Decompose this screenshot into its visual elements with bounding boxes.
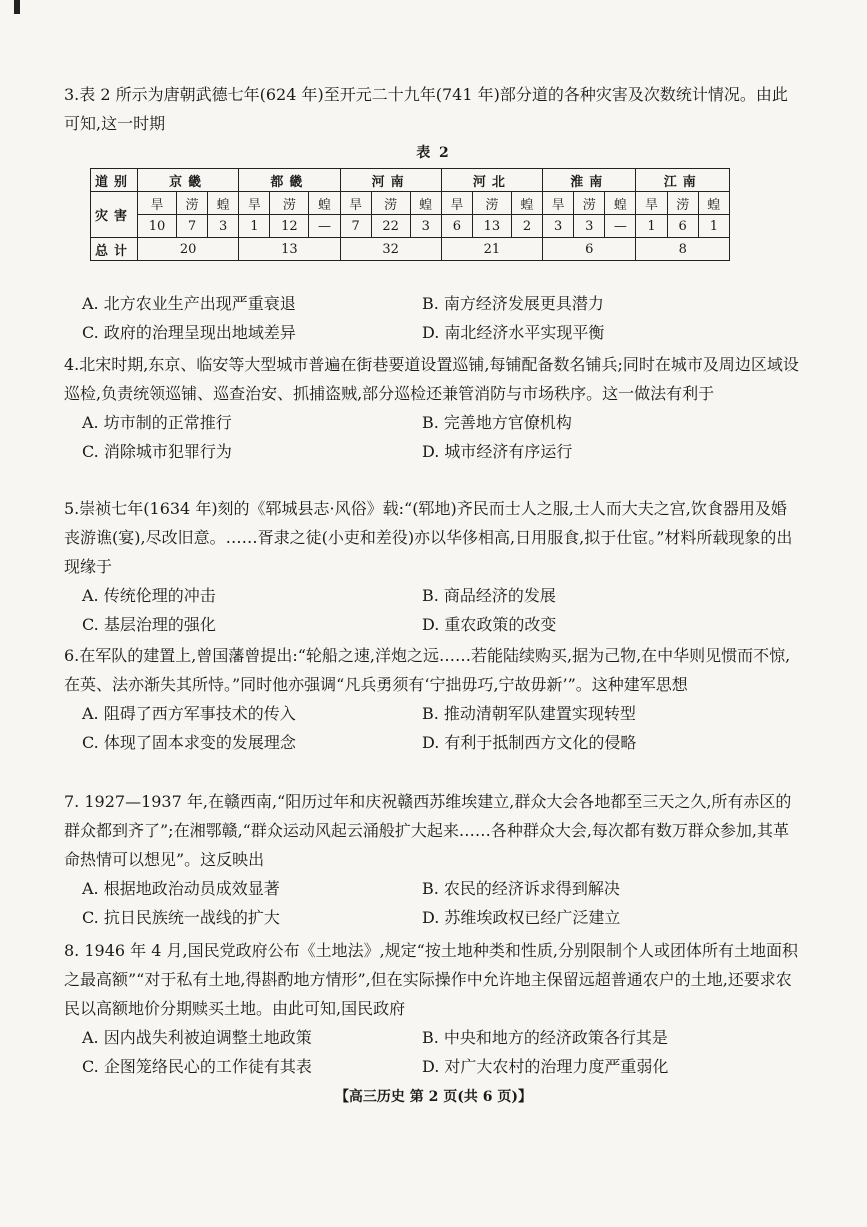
option-c[interactable]: C. 企图笼络民心的工作徒有其表	[82, 1057, 312, 1076]
question-4	[64, 350, 799, 466]
count-cell: 3	[410, 215, 441, 238]
row-label-disaster: 灾害	[91, 192, 138, 238]
count-cell: 7	[176, 215, 207, 238]
count-cell: 1	[239, 215, 270, 238]
table-caption: 表 2	[416, 145, 451, 161]
count-cell: 1	[698, 215, 729, 238]
disaster-type: 蝗	[698, 192, 729, 215]
region-header: 江南	[636, 169, 730, 192]
disaster-type: 蝗	[410, 192, 441, 215]
option-d[interactable]: D. 城市经济有序运行	[422, 442, 573, 461]
option-b[interactable]: B. 南方经济发展更具潜力	[422, 294, 604, 313]
disaster-type: 旱	[239, 192, 270, 215]
disaster-type: 蝗	[511, 192, 542, 215]
total-cell: 32	[340, 238, 441, 261]
region-header: 京畿	[138, 169, 239, 192]
question-5	[64, 494, 799, 639]
count-cell: 3	[543, 215, 574, 238]
total-cell: 20	[138, 238, 239, 261]
count-cell: 2	[511, 215, 542, 238]
disaster-type: 旱	[636, 192, 667, 215]
question-3-stem: 3.表 2 所示为唐朝武德七年(624 年)至开元二十九年(741 年)部分道的各种灾害及次数统计情况。由此可知,这一时期	[64, 85, 788, 133]
option-b[interactable]: B. 商品经济的发展	[422, 586, 556, 605]
table-row-disaster-types	[91, 192, 730, 215]
option-d[interactable]: D. 对广大农村的治理力度严重弱化	[422, 1057, 669, 1076]
option-d[interactable]: D. 苏维埃政权已经广泛建立	[422, 908, 621, 927]
total-cell: 8	[636, 238, 730, 261]
count-cell: 7	[340, 215, 371, 238]
question-6	[64, 641, 799, 757]
region-header: 河北	[441, 169, 542, 192]
row-label-total: 总计	[91, 238, 138, 261]
disaster-type: 旱	[441, 192, 472, 215]
count-cell: 1	[636, 215, 667, 238]
disaster-type: 涝	[667, 192, 698, 215]
region-header: 都畿	[239, 169, 340, 192]
disaster-type: 旱	[138, 192, 177, 215]
disaster-type: 蝗	[605, 192, 636, 215]
question-7	[64, 787, 799, 932]
table-row-totals	[91, 238, 730, 261]
disaster-type: 涝	[472, 192, 511, 215]
count-cell: —	[605, 215, 636, 238]
question-4-stem: 4.北宋时期,东京、临安等大型城市普遍在街巷要道设置巡铺,每铺配备数名铺兵;同时在城市及周边区域设巡检,负责统领巡铺、巡查治安、抓捕盗贼,部分巡检还兼管消防与市场秩序。这一做法有利于	[64, 355, 799, 403]
total-cell: 21	[441, 238, 542, 261]
option-b[interactable]: B. 完善地方官僚机构	[422, 413, 572, 432]
question-3	[64, 80, 799, 138]
count-cell: 6	[441, 215, 472, 238]
option-a[interactable]: A. 坊市制的正常推行	[82, 413, 232, 432]
option-d[interactable]: D. 重农政策的改变	[422, 615, 557, 634]
scan-corner-mark	[14, 0, 20, 14]
option-d[interactable]: D. 南北经济水平实现平衡	[422, 323, 605, 342]
option-a[interactable]: A. 根据地政治动员成效显著	[82, 879, 280, 898]
table-row-counts	[91, 215, 730, 238]
option-a[interactable]: A. 北方农业生产出现严重衰退	[82, 294, 296, 313]
option-d[interactable]: D. 有利于抵制西方文化的侵略	[422, 733, 637, 752]
disaster-type: 蝗	[309, 192, 340, 215]
disaster-type: 蝗	[208, 192, 239, 215]
disaster-type: 旱	[543, 192, 574, 215]
disaster-table	[90, 168, 730, 261]
disaster-type: 涝	[270, 192, 309, 215]
option-c[interactable]: C. 抗日民族统一战线的扩大	[82, 908, 280, 927]
disaster-type: 旱	[340, 192, 371, 215]
question-6-stem: 6.在军队的建置上,曾国藩曾提出:“轮船之速,洋炮之远……若能陆续购买,据为己物,在中华则见惯而不惊,在英、法亦渐失其所恃。”同时他亦强调“凡兵勇须有‘宁拙毋巧,宁故毋新’”。这种建军思想	[64, 646, 791, 694]
question-5-stem: 5.崇祯七年(1634 年)刻的《郓城县志·风俗》载:“(郓地)齐民而士人之服,士人而大夫之宫,饮食器用及婚丧游谯(宴),尽改旧意。……胥隶之徒(小吏和差役)亦以华侈相高,日用服食,拟于仕宦。”材料所载现象的出现缘于	[64, 499, 793, 576]
question-8	[64, 936, 799, 1081]
page-footer: 【高三历史 第 2 页(共 6 页)】	[334, 1089, 533, 1105]
option-c[interactable]: C. 体现了固本求变的发展理念	[82, 733, 296, 752]
count-cell: 3	[574, 215, 605, 238]
question-8-stem: 8. 1946 年 4 月,国民党政府公布《土地法》,规定“按土地种类和性质,分别限制个人或团体所有土地面积之最高额”“对于私有土地,得斟酌地方情形”,但在实际操作中允许地主保留远超普通农户的土地,还要求农民以高额地价分期赎买土地。由此可知,国民政府	[64, 941, 798, 1018]
table-row-regions	[91, 169, 730, 192]
option-a[interactable]: A. 传统伦理的冲击	[82, 586, 216, 605]
count-cell: 6	[667, 215, 698, 238]
question-3-options	[64, 289, 799, 347]
region-header: 河南	[340, 169, 441, 192]
row-label-region: 道别	[91, 169, 138, 192]
count-cell: 13	[472, 215, 511, 238]
option-c[interactable]: C. 政府的治理呈现出地域差异	[82, 323, 296, 342]
count-cell: 12	[270, 215, 309, 238]
count-cell: 22	[371, 215, 410, 238]
count-cell: —	[309, 215, 340, 238]
disaster-type: 涝	[371, 192, 410, 215]
total-cell: 13	[239, 238, 340, 261]
total-cell: 6	[543, 238, 636, 261]
option-b[interactable]: B. 农民的经济诉求得到解决	[422, 879, 620, 898]
count-cell: 10	[138, 215, 177, 238]
disaster-type: 涝	[574, 192, 605, 215]
option-c[interactable]: C. 消除城市犯罪行为	[82, 442, 232, 461]
count-cell: 3	[208, 215, 239, 238]
option-a[interactable]: A. 因内战失利被迫调整土地政策	[82, 1028, 312, 1047]
option-b[interactable]: B. 中央和地方的经济政策各行其是	[422, 1028, 668, 1047]
option-c[interactable]: C. 基层治理的强化	[82, 615, 216, 634]
question-7-stem: 7. 1927—1937 年,在赣西南,“阳历过年和庆祝赣西苏维埃建立,群众大会各地都至三天之久,所有赤区的群众都到齐了”;在湘鄂赣,“群众运动风起云涌般扩大起来……各种群众大会,每次都有数万群众参加,其革命热情可以想见”。这反映出	[64, 792, 792, 869]
region-header: 淮南	[543, 169, 636, 192]
option-a[interactable]: A. 阻碍了西方军事技术的传入	[82, 704, 296, 723]
option-b[interactable]: B. 推动清朝军队建置实现转型	[422, 704, 636, 723]
disaster-type: 涝	[176, 192, 207, 215]
